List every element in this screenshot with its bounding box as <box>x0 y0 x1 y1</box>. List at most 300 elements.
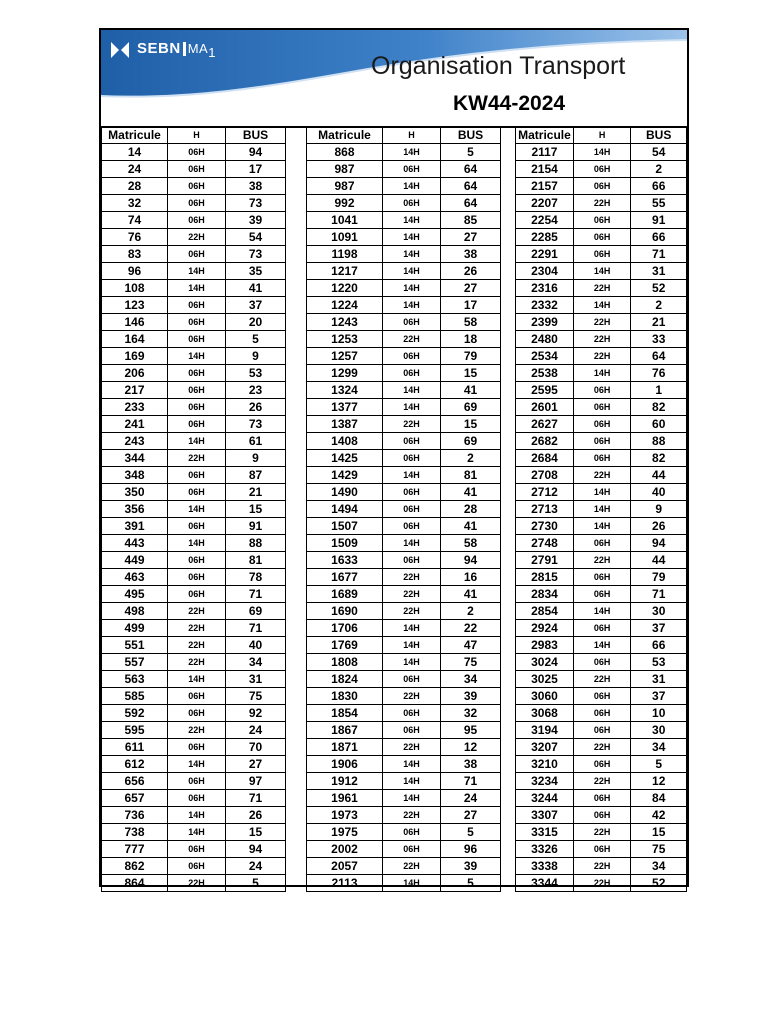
bus-cell: 24 <box>226 858 286 875</box>
table-row <box>102 331 286 348</box>
hour-cell: 06H <box>573 229 630 246</box>
bus-cell: 10 <box>631 705 687 722</box>
table-row <box>102 297 286 314</box>
table-row <box>102 433 286 450</box>
hour-cell: 06H <box>383 705 441 722</box>
hour-cell: 22H <box>168 654 226 671</box>
bus-cell: 2 <box>441 450 501 467</box>
hour-cell: 22H <box>383 858 441 875</box>
table-row <box>307 841 501 858</box>
matricule-cell: 2113 <box>307 875 383 892</box>
hour-cell: 14H <box>573 297 630 314</box>
bus-cell: 87 <box>226 467 286 484</box>
table-row <box>102 450 286 467</box>
table-row <box>307 773 501 790</box>
hour-cell: 14H <box>383 263 441 280</box>
column-header-matricule: Matricule <box>307 127 383 144</box>
hour-cell: 14H <box>383 229 441 246</box>
bus-cell: 75 <box>226 688 286 705</box>
bus-cell: 41 <box>441 484 501 501</box>
table-row <box>102 637 286 654</box>
table-row <box>516 467 687 484</box>
bus-cell: 39 <box>441 858 501 875</box>
matricule-cell: 1243 <box>307 314 383 331</box>
matricule-cell: 2924 <box>516 620 574 637</box>
table-row <box>516 603 687 620</box>
table-row <box>516 875 687 892</box>
matricule-cell: 1677 <box>307 569 383 586</box>
table-row <box>307 331 501 348</box>
matricule-cell: 83 <box>102 246 168 263</box>
bus-cell: 66 <box>631 229 687 246</box>
table-row <box>102 722 286 739</box>
hour-cell: 22H <box>573 348 630 365</box>
hour-cell: 06H <box>168 314 226 331</box>
matricule-cell: 2207 <box>516 195 574 212</box>
hour-cell: 22H <box>168 450 226 467</box>
matricule-cell: 356 <box>102 501 168 518</box>
hour-cell: 06H <box>573 688 630 705</box>
bus-cell: 5 <box>226 331 286 348</box>
table-row <box>307 501 501 518</box>
bus-cell: 21 <box>226 484 286 501</box>
matricule-cell: 3194 <box>516 722 574 739</box>
matricule-cell: 1824 <box>307 671 383 688</box>
matricule-cell: 1041 <box>307 212 383 229</box>
table-row <box>307 824 501 841</box>
table-row <box>516 569 687 586</box>
bus-cell: 88 <box>631 433 687 450</box>
matricule-cell: 2854 <box>516 603 574 620</box>
bus-cell: 41 <box>441 382 501 399</box>
table-row <box>102 467 286 484</box>
bus-cell: 75 <box>441 654 501 671</box>
table-row <box>516 620 687 637</box>
table-row <box>307 195 501 212</box>
bus-cell: 34 <box>226 654 286 671</box>
bus-cell: 71 <box>226 620 286 637</box>
table-row <box>102 705 286 722</box>
bus-cell: 94 <box>226 144 286 161</box>
matricule-cell: 96 <box>102 263 168 280</box>
matricule-cell: 3024 <box>516 654 574 671</box>
matricule-cell: 2538 <box>516 365 574 382</box>
hour-cell: 06H <box>573 586 630 603</box>
table-row <box>102 671 286 688</box>
table-row <box>102 739 286 756</box>
matricule-cell: 3244 <box>516 790 574 807</box>
bus-cell: 64 <box>441 161 501 178</box>
table-row <box>516 212 687 229</box>
table-row <box>307 297 501 314</box>
hour-cell: 22H <box>573 739 630 756</box>
column-header-h: H <box>573 127 630 144</box>
table-row <box>307 535 501 552</box>
matricule-cell: 1324 <box>307 382 383 399</box>
hour-cell: 14H <box>168 807 226 824</box>
hour-cell: 06H <box>573 807 630 824</box>
hour-cell: 14H <box>383 246 441 263</box>
matricule-cell: 2480 <box>516 331 574 348</box>
bus-cell: 31 <box>226 671 286 688</box>
matricule-cell: 987 <box>307 178 383 195</box>
table-row <box>516 195 687 212</box>
table-row <box>307 433 501 450</box>
table-row <box>516 416 687 433</box>
table-row <box>516 399 687 416</box>
table-row <box>307 467 501 484</box>
matricule-cell: 2534 <box>516 348 574 365</box>
table-row <box>102 807 286 824</box>
transport-table-2 <box>306 126 501 892</box>
matricule-cell: 3025 <box>516 671 574 688</box>
matricule-cell: 3344 <box>516 875 574 892</box>
matricule-cell: 217 <box>102 382 168 399</box>
matricule-cell: 108 <box>102 280 168 297</box>
bus-cell: 95 <box>441 722 501 739</box>
bus-cell: 28 <box>441 501 501 518</box>
bus-cell: 96 <box>441 841 501 858</box>
hour-cell: 06H <box>573 654 630 671</box>
table-row <box>516 654 687 671</box>
hour-cell: 06H <box>168 416 226 433</box>
bus-cell: 58 <box>441 535 501 552</box>
hour-cell: 06H <box>168 246 226 263</box>
hour-cell: 06H <box>383 450 441 467</box>
matricule-cell: 1257 <box>307 348 383 365</box>
hour-cell: 22H <box>573 552 630 569</box>
matricule-cell: 206 <box>102 365 168 382</box>
hour-cell: 06H <box>573 246 630 263</box>
company-logo <box>109 36 216 64</box>
hour-cell: 22H <box>573 824 630 841</box>
bus-cell: 9 <box>631 501 687 518</box>
matricule-cell: 3307 <box>516 807 574 824</box>
bus-cell: 88 <box>226 535 286 552</box>
bus-cell: 5 <box>631 756 687 773</box>
bus-cell: 38 <box>441 246 501 263</box>
table-row <box>307 280 501 297</box>
matricule-cell: 1830 <box>307 688 383 705</box>
matricule-cell: 3210 <box>516 756 574 773</box>
table-row <box>307 654 501 671</box>
hour-cell: 14H <box>573 501 630 518</box>
table-row <box>102 314 286 331</box>
bus-cell: 73 <box>226 246 286 263</box>
matricule-cell: 2154 <box>516 161 574 178</box>
bus-cell: 78 <box>226 569 286 586</box>
matricule-cell: 76 <box>102 229 168 246</box>
hour-cell: 22H <box>573 875 630 892</box>
table-row <box>516 297 687 314</box>
hour-cell: 06H <box>168 586 226 603</box>
hour-cell: 14H <box>383 654 441 671</box>
bus-cell: 69 <box>441 399 501 416</box>
bus-cell: 73 <box>226 195 286 212</box>
bus-cell: 53 <box>226 365 286 382</box>
bus-cell: 76 <box>631 365 687 382</box>
hour-cell: 06H <box>383 484 441 501</box>
matricule-cell: 657 <box>102 790 168 807</box>
matricule-cell: 443 <box>102 535 168 552</box>
bus-cell: 15 <box>226 501 286 518</box>
hour-cell: 22H <box>383 603 441 620</box>
bus-cell: 21 <box>631 314 687 331</box>
matricule-cell: 2815 <box>516 569 574 586</box>
table-row <box>307 263 501 280</box>
table-row <box>516 637 687 654</box>
bus-cell: 12 <box>631 773 687 790</box>
matricule-cell: 557 <box>102 654 168 671</box>
matricule-cell: 14 <box>102 144 168 161</box>
hour-cell: 14H <box>573 637 630 654</box>
hour-cell: 06H <box>168 705 226 722</box>
matricule-cell: 3207 <box>516 739 574 756</box>
table-row <box>102 603 286 620</box>
matricule-cell: 551 <box>102 637 168 654</box>
bus-cell: 71 <box>631 586 687 603</box>
table-row <box>307 144 501 161</box>
table-row <box>516 552 687 569</box>
table-row <box>307 178 501 195</box>
matricule-cell: 2748 <box>516 535 574 552</box>
matricule-cell: 344 <box>102 450 168 467</box>
matricule-cell: 2983 <box>516 637 574 654</box>
matricule-cell: 463 <box>102 569 168 586</box>
bus-cell: 27 <box>441 807 501 824</box>
table-row <box>516 450 687 467</box>
table-row <box>307 314 501 331</box>
table-row <box>307 161 501 178</box>
hour-cell: 06H <box>573 535 630 552</box>
column-header-bus: BUS <box>226 127 286 144</box>
table-header-row <box>516 127 687 144</box>
hour-cell: 06H <box>383 552 441 569</box>
table-row <box>307 212 501 229</box>
hour-cell: 06H <box>383 433 441 450</box>
matricule-cell: 350 <box>102 484 168 501</box>
hour-cell: 22H <box>573 331 630 348</box>
hour-cell: 14H <box>383 620 441 637</box>
table-row <box>516 144 687 161</box>
table-row <box>516 280 687 297</box>
table-row <box>307 875 501 892</box>
matricule-cell: 1387 <box>307 416 383 433</box>
table-row <box>307 246 501 263</box>
table-row <box>307 518 501 535</box>
table-row <box>516 501 687 518</box>
bus-cell: 23 <box>226 382 286 399</box>
matricule-cell: 1091 <box>307 229 383 246</box>
hour-cell: 06H <box>168 484 226 501</box>
matricule-cell: 2627 <box>516 416 574 433</box>
hour-cell: 22H <box>383 586 441 603</box>
bus-cell: 41 <box>441 586 501 603</box>
matricule-cell: 243 <box>102 433 168 450</box>
hour-cell: 06H <box>573 620 630 637</box>
bus-cell: 2 <box>441 603 501 620</box>
matricule-cell: 2791 <box>516 552 574 569</box>
bus-cell: 32 <box>441 705 501 722</box>
column-header-bus: BUS <box>441 127 501 144</box>
table-row <box>102 569 286 586</box>
table-row <box>516 705 687 722</box>
table-row <box>307 586 501 603</box>
bus-cell: 79 <box>631 569 687 586</box>
matricule-cell: 2684 <box>516 450 574 467</box>
matricule-cell: 1871 <box>307 739 383 756</box>
matricule-cell: 32 <box>102 195 168 212</box>
bus-cell: 52 <box>631 875 687 892</box>
bus-cell: 55 <box>631 195 687 212</box>
hour-cell: 22H <box>573 314 630 331</box>
matricule-cell: 862 <box>102 858 168 875</box>
bus-cell: 41 <box>441 518 501 535</box>
matricule-cell: 1198 <box>307 246 383 263</box>
bus-cell: 37 <box>631 620 687 637</box>
matricule-cell: 2332 <box>516 297 574 314</box>
bus-cell: 61 <box>226 433 286 450</box>
table-row <box>516 365 687 382</box>
table-row <box>102 144 286 161</box>
hour-cell: 06H <box>168 365 226 382</box>
matricule-cell: 1769 <box>307 637 383 654</box>
table-row <box>307 365 501 382</box>
bus-cell: 69 <box>441 433 501 450</box>
table-row <box>307 620 501 637</box>
bus-cell: 47 <box>441 637 501 654</box>
matricule-cell: 2595 <box>516 382 574 399</box>
hour-cell: 06H <box>168 688 226 705</box>
hour-cell: 14H <box>383 637 441 654</box>
hour-cell: 14H <box>383 399 441 416</box>
bus-cell: 71 <box>226 790 286 807</box>
hour-cell: 22H <box>168 620 226 637</box>
bus-cell: 75 <box>631 841 687 858</box>
bus-cell: 27 <box>226 756 286 773</box>
bus-cell: 2 <box>631 161 687 178</box>
matricule-cell: 1425 <box>307 450 383 467</box>
hour-cell: 06H <box>383 841 441 858</box>
logo-wordmark: SEBN $MA_1$ <box>137 40 216 60</box>
matricule-cell: 1408 <box>307 433 383 450</box>
transport-sheet <box>99 28 689 890</box>
hour-cell: 14H <box>168 433 226 450</box>
matricule-cell: 1854 <box>307 705 383 722</box>
bus-cell: 60 <box>631 416 687 433</box>
bus-cell: 37 <box>226 297 286 314</box>
matricule-cell: 738 <box>102 824 168 841</box>
table-row <box>307 603 501 620</box>
column-header-matricule: Matricule <box>516 127 574 144</box>
matricule-cell: 585 <box>102 688 168 705</box>
matricule-cell: 1961 <box>307 790 383 807</box>
table-row <box>102 263 286 280</box>
table-row <box>307 382 501 399</box>
matricule-cell: 1912 <box>307 773 383 790</box>
table-row <box>102 382 286 399</box>
table-row <box>516 535 687 552</box>
hour-cell: 06H <box>168 212 226 229</box>
matricule-cell: 3315 <box>516 824 574 841</box>
bus-cell: 34 <box>631 858 687 875</box>
bus-cell: 94 <box>441 552 501 569</box>
matricule-cell: 1429 <box>307 467 383 484</box>
hour-cell: 14H <box>168 348 226 365</box>
hour-cell: 06H <box>573 569 630 586</box>
matricule-cell: 1377 <box>307 399 383 416</box>
table-row <box>516 722 687 739</box>
table-row <box>516 773 687 790</box>
hour-cell: 14H <box>168 263 226 280</box>
bus-cell: 94 <box>631 535 687 552</box>
table-row <box>102 280 286 297</box>
matricule-cell: 595 <box>102 722 168 739</box>
table-row <box>307 671 501 688</box>
matricule-cell: 1689 <box>307 586 383 603</box>
table-header-row <box>102 127 286 144</box>
table-row <box>102 246 286 263</box>
table-row <box>102 858 286 875</box>
hour-cell: 06H <box>573 382 630 399</box>
hour-cell: 06H <box>573 722 630 739</box>
matricule-cell: 2712 <box>516 484 574 501</box>
hour-cell: 06H <box>573 705 630 722</box>
table-row <box>307 450 501 467</box>
hour-cell: 06H <box>168 161 226 178</box>
table-row <box>307 484 501 501</box>
table-row <box>307 722 501 739</box>
bus-cell: 5 <box>441 824 501 841</box>
bus-cell: 64 <box>631 348 687 365</box>
table-row <box>516 433 687 450</box>
matricule-cell: 2117 <box>516 144 574 161</box>
bus-cell: 44 <box>631 552 687 569</box>
matricule-cell: 146 <box>102 314 168 331</box>
hour-cell: 22H <box>573 195 630 212</box>
bus-cell: 69 <box>226 603 286 620</box>
bus-cell: 44 <box>631 467 687 484</box>
bus-cell: 2 <box>631 297 687 314</box>
bus-cell: 66 <box>631 637 687 654</box>
table-row <box>102 212 286 229</box>
bus-cell: 34 <box>441 671 501 688</box>
hour-cell: 22H <box>168 875 226 892</box>
bus-cell: 54 <box>631 144 687 161</box>
hour-cell: 22H <box>573 467 630 484</box>
hour-cell: 06H <box>573 433 630 450</box>
table-row <box>102 161 286 178</box>
hour-cell: 14H <box>168 671 226 688</box>
matricule-cell: 2285 <box>516 229 574 246</box>
hour-cell: 14H <box>168 535 226 552</box>
bus-cell: 38 <box>226 178 286 195</box>
matricule-cell: 992 <box>307 195 383 212</box>
matricule-cell: 2157 <box>516 178 574 195</box>
matricule-cell: 987 <box>307 161 383 178</box>
table-row <box>516 161 687 178</box>
matricule-cell: 2254 <box>516 212 574 229</box>
matricule-cell: 1867 <box>307 722 383 739</box>
bus-cell: 15 <box>441 365 501 382</box>
hour-cell: 14H <box>383 875 441 892</box>
table-row <box>102 178 286 195</box>
bus-cell: 26 <box>226 399 286 416</box>
hour-cell: 22H <box>168 603 226 620</box>
table-row <box>102 756 286 773</box>
table-row <box>102 399 286 416</box>
hour-cell: 06H <box>168 195 226 212</box>
